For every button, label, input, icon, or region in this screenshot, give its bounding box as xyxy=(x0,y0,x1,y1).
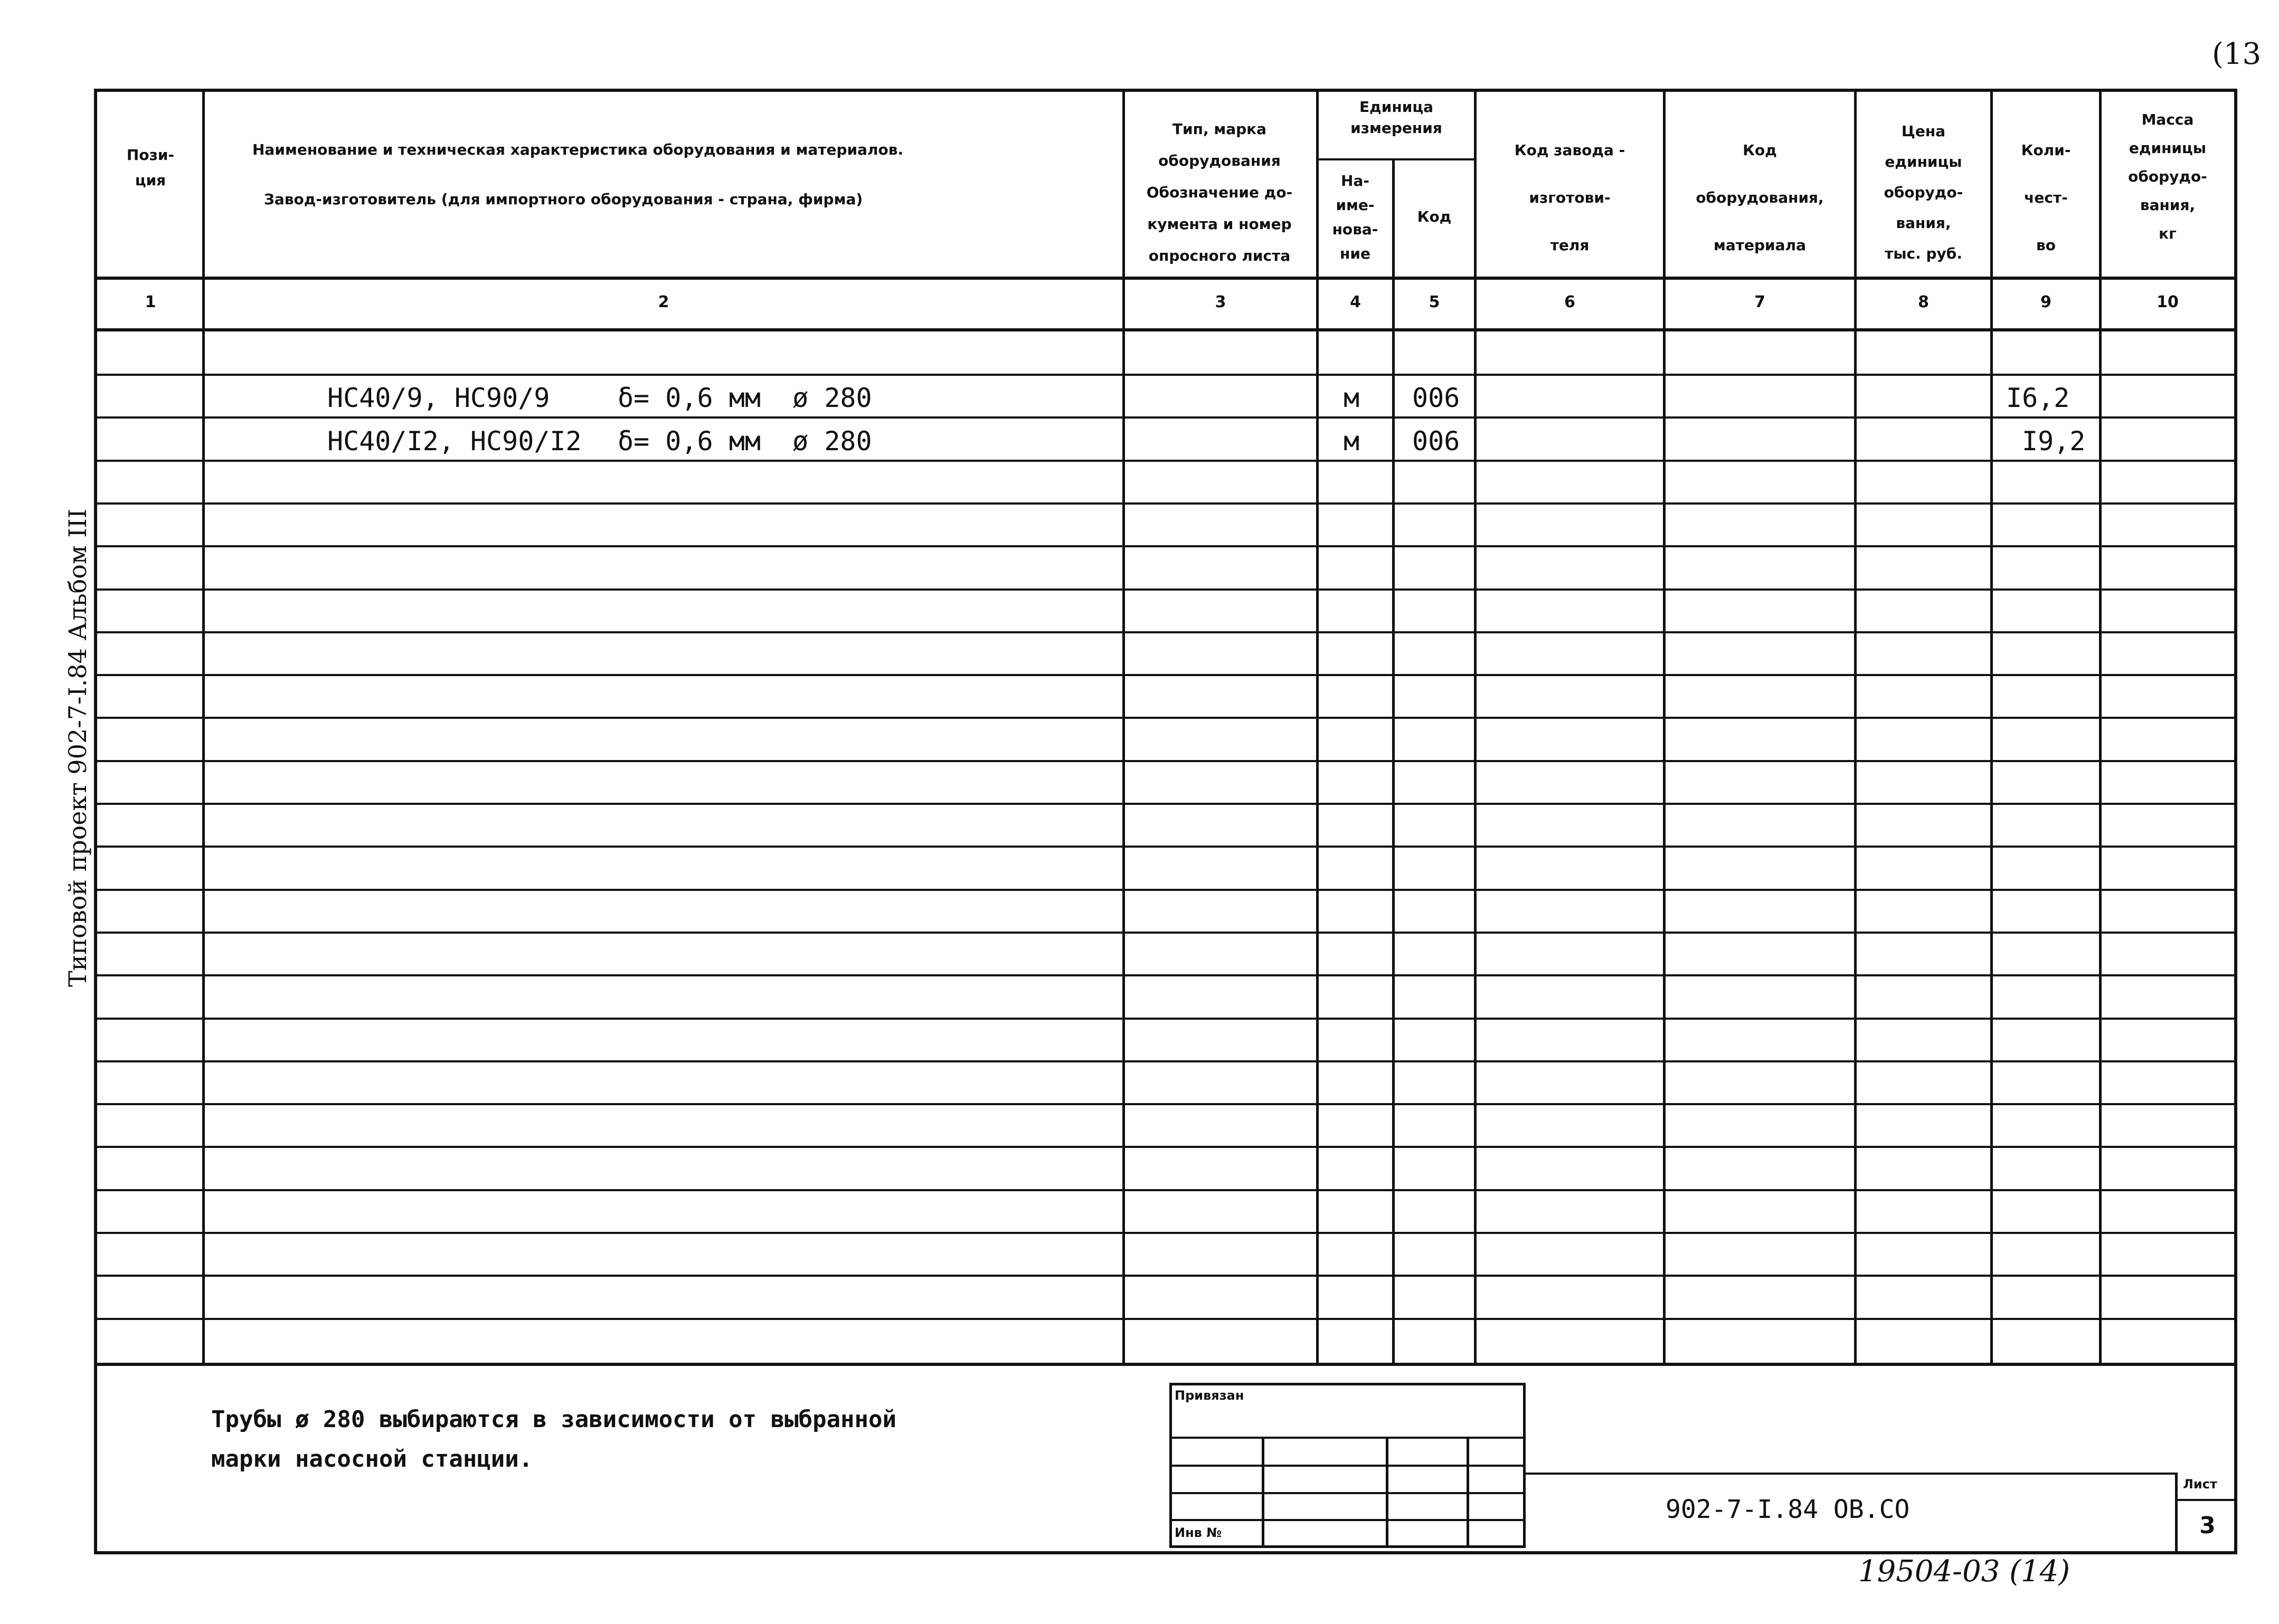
col-line-9 xyxy=(2099,89,2102,1366)
col-line-6 xyxy=(1663,89,1666,1366)
col-6-header: Код завода - изготови- теля xyxy=(1514,141,1625,254)
row-line xyxy=(94,1146,2237,1148)
row-line xyxy=(94,1318,2237,1320)
row-2-qty: I9,2 xyxy=(2022,426,2086,457)
stamp-line-4 xyxy=(1169,1519,1526,1521)
col-7-header: Код оборудования, материала xyxy=(1696,141,1824,254)
row-line xyxy=(94,1275,2237,1277)
row-line xyxy=(94,545,2237,547)
row-line xyxy=(94,846,2237,848)
unit-group-line xyxy=(1316,158,1474,160)
row-line xyxy=(94,717,2237,719)
side-label: Типовой проект 902-7-I.84 Альбом III xyxy=(63,509,92,987)
doc-code: 902-7-I.84 ОВ.СО xyxy=(1666,1495,1910,1524)
col-num-3: 3 xyxy=(1215,293,1226,311)
col-num-9: 9 xyxy=(2040,293,2051,311)
col-num-8: 8 xyxy=(1918,293,1929,311)
stamp-vline-2 xyxy=(1386,1437,1388,1547)
row-2-unit: м xyxy=(1344,426,1360,457)
col-line-3 xyxy=(1316,89,1319,1366)
row-2-spec: δ= 0,6 мм ø 280 xyxy=(618,426,872,457)
row-1-name: НС40/9, НС90/9 xyxy=(327,383,550,413)
row-line xyxy=(94,803,2237,805)
row-line xyxy=(94,974,2237,976)
row-line xyxy=(94,1189,2237,1191)
row-line xyxy=(94,1060,2237,1062)
row-2-code: 006 xyxy=(1412,426,1460,457)
stamp-line-3 xyxy=(1169,1492,1526,1494)
col-line-2 xyxy=(1122,89,1125,1366)
col-line-4 xyxy=(1392,158,1395,1366)
sheet-label: Лист xyxy=(2183,1477,2217,1492)
row-1-spec: δ= 0,6 мм ø 280 xyxy=(618,383,872,413)
note-line-2: марки насосной станции. xyxy=(211,1446,533,1473)
row-line xyxy=(94,1103,2237,1105)
col-1-header: Пози- ция xyxy=(126,146,175,189)
header-bottom-line xyxy=(94,277,2237,280)
col-num-7: 7 xyxy=(1754,293,1765,311)
stamp-inv-no: Инв № xyxy=(1175,1525,1222,1540)
col-3-header: Тип, марка оборудования Обозначение до- кумента и номер опросного листа xyxy=(1146,120,1293,264)
page-mark: (13 xyxy=(2212,37,2262,71)
row-line xyxy=(94,374,2237,376)
number-row-line xyxy=(94,328,2237,331)
col-10-header: Масса единицы оборудо- вания, кг xyxy=(2128,111,2207,242)
row-line xyxy=(94,502,2237,505)
stamp-line-1 xyxy=(1169,1437,1526,1439)
col-2-header-line2: Завод-изготовитель (для импортного оборудования - страна, фирма) xyxy=(264,191,863,208)
row-line xyxy=(94,889,2237,891)
col-8-header: Цена единицы оборудо- вания, тыс. руб. xyxy=(1884,122,1963,262)
col-num-2: 2 xyxy=(658,293,669,311)
col-num-4: 4 xyxy=(1350,293,1361,311)
row-line xyxy=(94,1232,2237,1234)
col-9-header: Коли- чест- во xyxy=(2021,141,2071,254)
sheet-number: 3 xyxy=(2199,1512,2216,1539)
row-line xyxy=(94,674,2237,676)
col-5-header: Код xyxy=(1417,208,1452,225)
stamp-privyazan: Привязан xyxy=(1175,1388,1244,1403)
row-line xyxy=(94,588,2237,591)
title-block-line xyxy=(1526,1473,2175,1475)
row-line xyxy=(94,760,2237,762)
col-num-5: 5 xyxy=(1429,293,1440,311)
stamp-vline-3 xyxy=(1467,1437,1469,1547)
col-line-8 xyxy=(1990,89,1993,1366)
row-2-name: НС40/I2, НС90/I2 xyxy=(327,426,582,457)
row-1-qty: I6,2 xyxy=(2006,383,2070,413)
handwritten-footer: 19504-03 (14) xyxy=(1858,1554,2070,1589)
col-4-header: На- име- нова- ние xyxy=(1332,172,1378,262)
table-bottom-line xyxy=(94,1363,2237,1366)
row-line xyxy=(94,1018,2237,1020)
row-1-code: 006 xyxy=(1412,383,1460,413)
row-line xyxy=(94,932,2237,934)
row-1-unit: м xyxy=(1344,383,1360,413)
col-num-10: 10 xyxy=(2157,293,2179,311)
stamp-vline-1 xyxy=(1262,1437,1264,1547)
col-line-5 xyxy=(1474,89,1477,1366)
stamp-line-2 xyxy=(1169,1465,1526,1467)
col-line-1 xyxy=(202,89,205,1366)
col-num-6: 6 xyxy=(1564,293,1575,311)
col-num-1: 1 xyxy=(145,293,156,311)
note-line-1: Трубы ø 280 выбираются в зависимости от выбранной xyxy=(211,1406,897,1433)
row-line xyxy=(94,631,2237,633)
col-line-7 xyxy=(1854,89,1857,1366)
col-2-header-line1: Наименование и техническая характеристика оборудования и материалов. xyxy=(252,141,904,158)
col-45-group-header: Единица измерения xyxy=(1350,98,1442,137)
sheet-box-line xyxy=(2175,1499,2237,1501)
